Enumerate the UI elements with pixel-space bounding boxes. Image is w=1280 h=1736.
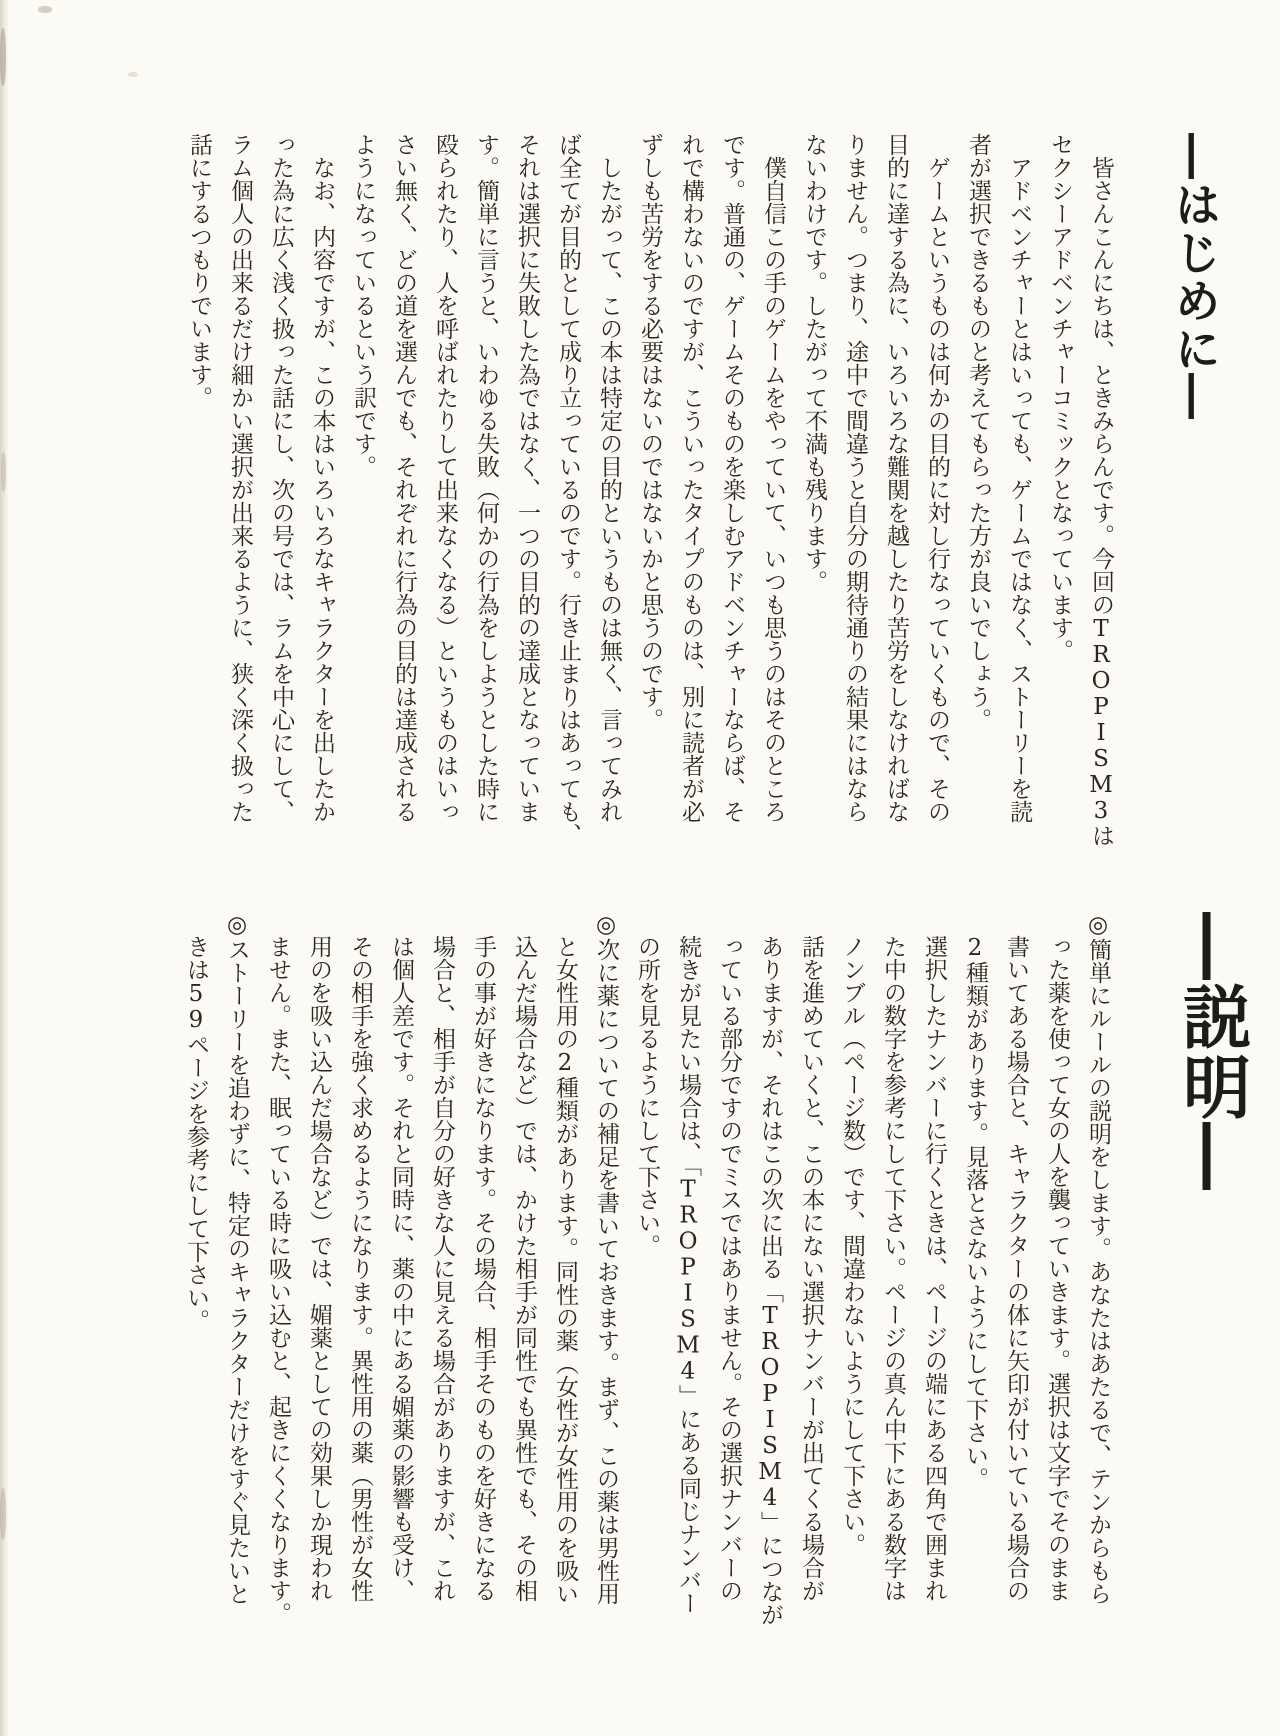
text-line: ◎簡単にルールの説明をします。あなたはあたるで、テンからもら xyxy=(1085,912,1111,1605)
text-line: なお、内容ですが、この本はいろいろなキャラクターを出したか xyxy=(309,133,335,823)
text-line: セクシーアドベンチャーコミックとなっています。 xyxy=(1047,133,1073,662)
text-line: ようになっているという訳です。 xyxy=(350,133,376,478)
text-line: 皆さんこんにちは、ときみらんです。今回のTROPISM3は xyxy=(1088,133,1114,847)
text-line: ゲームというものは何かの目的に対し行なっていくもので、その xyxy=(924,133,950,823)
text-line: った薬を使って女の人を襲っていきます。選択は文字でそのまま xyxy=(1044,912,1070,1602)
text-line: アドベンチャーとはいっても、ゲームではなく、ストーリーを読 xyxy=(1006,133,1032,823)
text-line: その相手を強く求めるようになります。異性用の薬（男性が女性 xyxy=(347,912,373,1602)
text-line: の所を見るようにして下さい。 xyxy=(634,912,660,1257)
intro-body-text xyxy=(177,133,1121,847)
text-line: 話にするつもりでいます。 xyxy=(186,133,212,409)
text-line: 僕自信この手のゲームをやっていて、いつも思うのはそのところ xyxy=(760,133,786,823)
scan-edge-shadow xyxy=(0,0,9,1736)
text-line: 手の事が好きになります。その場合、相手そのものを好きになる xyxy=(470,912,496,1602)
text-line: 殴られたり、人を呼ばれたりして出来なくなる）というものはいっ xyxy=(432,133,458,823)
text-line: ずしも苦労をする必要はないのではないかと思うのです。 xyxy=(637,133,663,731)
text-line: したがって、この本は特定の目的というものは無く、言ってみれ xyxy=(596,133,622,823)
text-line: った為に広く浅く扱った話にし、次の号では、ラムを中心にして、 xyxy=(268,133,294,823)
text-line: りません。つまり、途中で間違うと自分の期待通りの結果にはなら xyxy=(842,133,868,823)
text-line: です。普通の、ゲームそのものを楽しむアドベンチャーならば、そ xyxy=(719,133,745,823)
text-line: は個人差です。それと同時に、薬の中にある媚薬の影響も受け、 xyxy=(388,912,414,1602)
text-line: 者が選択できるものと考えてもらった方が良いでしょう。 xyxy=(965,133,991,731)
text-line: ありますが、それはこの次に出る「TROPISM4」につなが xyxy=(757,912,783,1626)
text-line: 用のを吸い込んだ場合など）では、媚薬としての効果しか現われ xyxy=(306,912,332,1602)
text-line: 続きが見たい場合は、「TROPISM4」にある同じナンバー xyxy=(675,912,701,1615)
text-line: 選択したナンバーに行くときは、ページの端にある四角で囲まれ xyxy=(921,912,947,1602)
text-line: ◎ストーリーを追わずに、特定のキャラクターだけをすぐ見たいと xyxy=(224,912,250,1605)
scan-smudge xyxy=(0,1488,6,1540)
text-line: ノンブル（ページ数）です、間違わないようにして下さい。 xyxy=(839,912,865,1556)
text-line: ないわけです。したがって不満も残ります。 xyxy=(801,133,827,593)
scan-smudge xyxy=(0,28,6,86)
text-line: と女性用の2種類があります。同性の薬（女性が女性用のを吸い xyxy=(552,912,578,1605)
text-line: ◎次に薬についての補足を書いておきます。まず、この薬は男性用 xyxy=(593,912,619,1605)
text-line: 話を進めていくと、この本にない選択ナンバーが出てくる場合が xyxy=(798,912,824,1602)
text-line: ば全てが目的として成り立っているのです。行き止まりはあっても、 xyxy=(555,133,581,846)
text-line: きは59ページを参考にして下さい。 xyxy=(183,912,209,1332)
text-line: ラム個人の出来るだけ細かい選択が出来るように、狭く深く扱った xyxy=(227,133,253,823)
text-line: ません。また、眠っている時に吸い込むと、起きにくくなります。 xyxy=(265,912,291,1625)
text-line: っている部分ですのでミスではありません。その選択ナンバーの xyxy=(716,912,742,1602)
intro-section-title: ―はじめに― xyxy=(1167,133,1222,421)
text-line: それは選択に失敗した為ではなく、一つの目的の達成となっていま xyxy=(514,133,540,823)
text-line: た中の数字を参考にして下さい。ページの真ん中下にある数字は xyxy=(880,912,906,1602)
text-line: 書いてある場合と、キャラクターの体に矢印が付いている場合の xyxy=(1003,912,1029,1602)
scan-smudge xyxy=(38,6,52,13)
text-line: 目的に達する為に、いろいろな難関を越したり苦労をしなければな xyxy=(883,133,909,823)
text-line: れで構わないのですが、こういったタイプのものは、別に読者が必 xyxy=(678,133,704,823)
rules-section-title: ―説明― xyxy=(1171,912,1252,1192)
text-line: す。簡単に言うと、いわゆる失敗（何かの行為をしようとした時に xyxy=(473,133,499,823)
scan-smudge xyxy=(128,72,138,77)
text-line: 場合と、相手が自分の好きな人に見える場合がありますが、これ xyxy=(429,912,455,1602)
text-line: 2種類があります。見落とさないようにして下さい。 xyxy=(962,935,988,1490)
text-line: さい無く、どの道を選んでも、それぞれに行為の目的は達成される xyxy=(391,133,417,823)
scan-smudge xyxy=(1,452,6,492)
rules-body-text xyxy=(174,912,1118,1626)
text-line: 込んだ場合など）では、かけた相手が同性でも異性でも、その相 xyxy=(511,912,537,1602)
